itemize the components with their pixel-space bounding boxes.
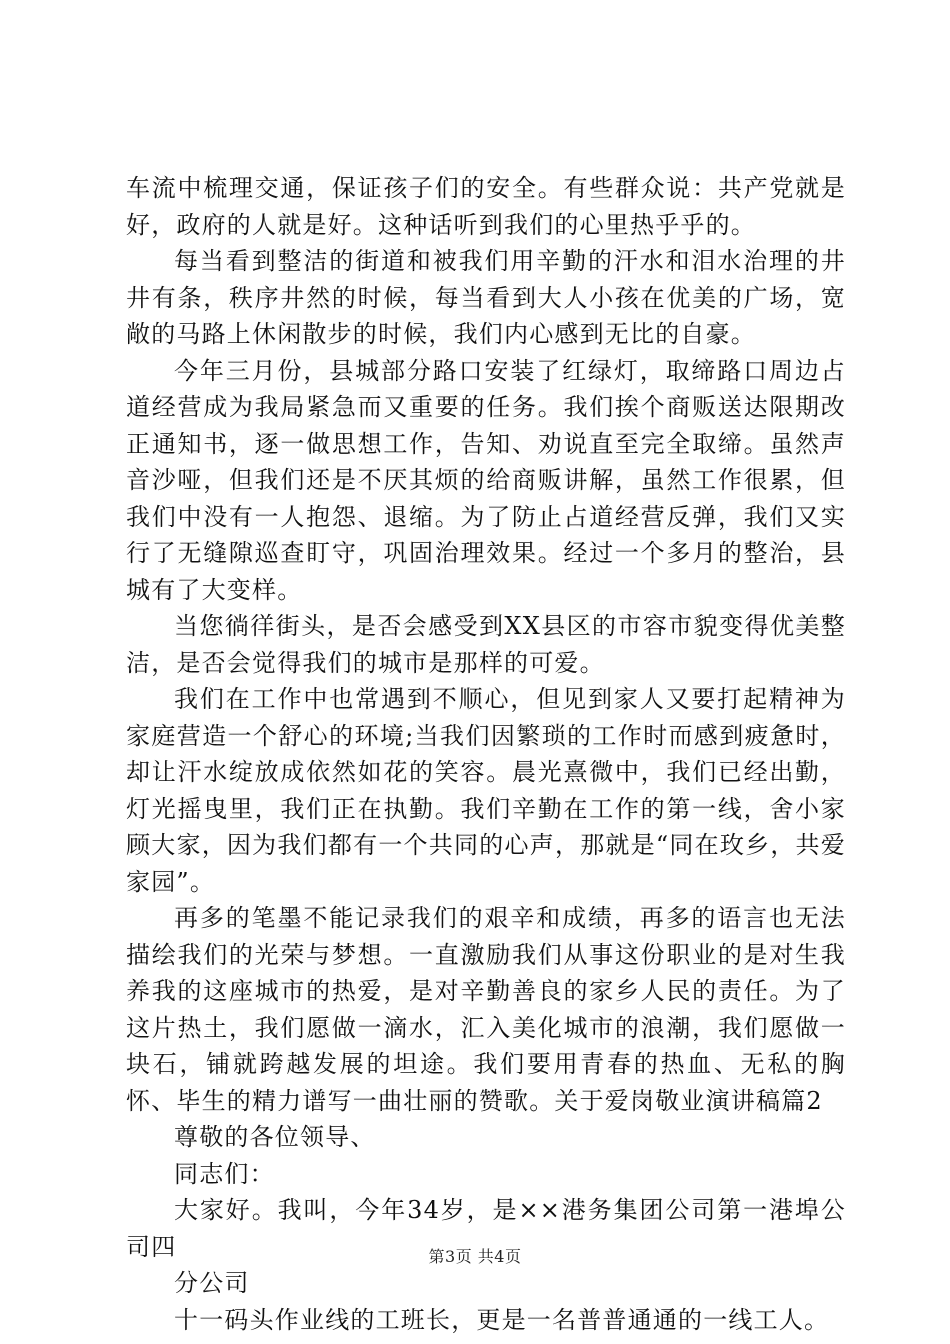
paragraph: 每当看到整洁的街道和被我们用辛勤的汗水和泪水治理的井井有条，秩序井然的时候，每当看到大人小孩在优美的广场，宽敞的马路上休闲散步的时候，我们内心感到无比的自豪。: [126, 247, 846, 348]
paragraph: 今年三月份，县城部分路口安装了红绿灯，取缔路口周边占道经营成为我局紧急而又重要的任务。我们挨个商贩送达限期改正通知书，逐一做思想工作，告知、劝说直至完全取缔。虽然声音沙哑，但我们还是不厌其烦的给商贩讲解，虽然工作很累，但我们中没有一人抱怨、退缩。为了防止占道经营反弹，我们又实行了无缝隙巡查盯守，巩固治理效果。经过一个多月的整治，县城有了大变样。: [126, 356, 846, 604]
paragraph: 再多的笔墨不能记录我们的艰辛和成绩，再多的语言也无法描绘我们的光荣与梦想。一直激励我们从事这份职业的是对生我养我的这座城市的热爱，是对辛勤善良的家乡人民的责任。为了这片热土，我们愿做一滴水，汇入美化城市的浪潮，我们愿做一块石，铺就跨越发展的坦途。我们要用青春的热血、无私的胸怀、毕生的精力谱写一曲壮丽的赞歌。关于爱岗敬业演讲稿篇2: [126, 904, 846, 1115]
paragraph: 车流中梳理交通，保证孩子们的安全。有些群众说：共产党就是好，政府的人就是好。这种话听到我们的心里热乎乎的。: [126, 174, 846, 239]
paragraph: 当您徜徉街头，是否会感受到XX县区的市容市貌变得优美整洁，是否会觉得我们的城市是那样的可爱。: [126, 612, 846, 677]
salutation-line: 尊敬的各位领导、: [174, 1123, 376, 1151]
document-body: [126, 170, 846, 1338]
paragraph: 我们在工作中也常遇到不顺心，但见到家人又要打起精神为家庭营造一个舒心的环境;当我们因繁琐的工作时而感到疲惫时，却让汗水绽放成依然如花的笑容。晨光熹微中，我们已经出勤，灯光摇曳里，我们正在执勤。我们辛勤在工作的第一线，舍小家顾大家，因为我们都有一个共同的心声，那就是“同在玫乡，共爱家园”。: [126, 685, 846, 896]
paragraph: 分公司: [174, 1269, 250, 1297]
salutation-line: 同志们：: [174, 1159, 275, 1188]
paragraph: 大家好。我叫，今年34岁，是××港务集团公司第一港埠公司四: [126, 1196, 846, 1261]
paragraph: 十一码头作业线的工班长，更是一名普普通通的一线工人。: [174, 1305, 830, 1334]
page-number-footer: 第3页 共4页: [428, 1247, 522, 1266]
